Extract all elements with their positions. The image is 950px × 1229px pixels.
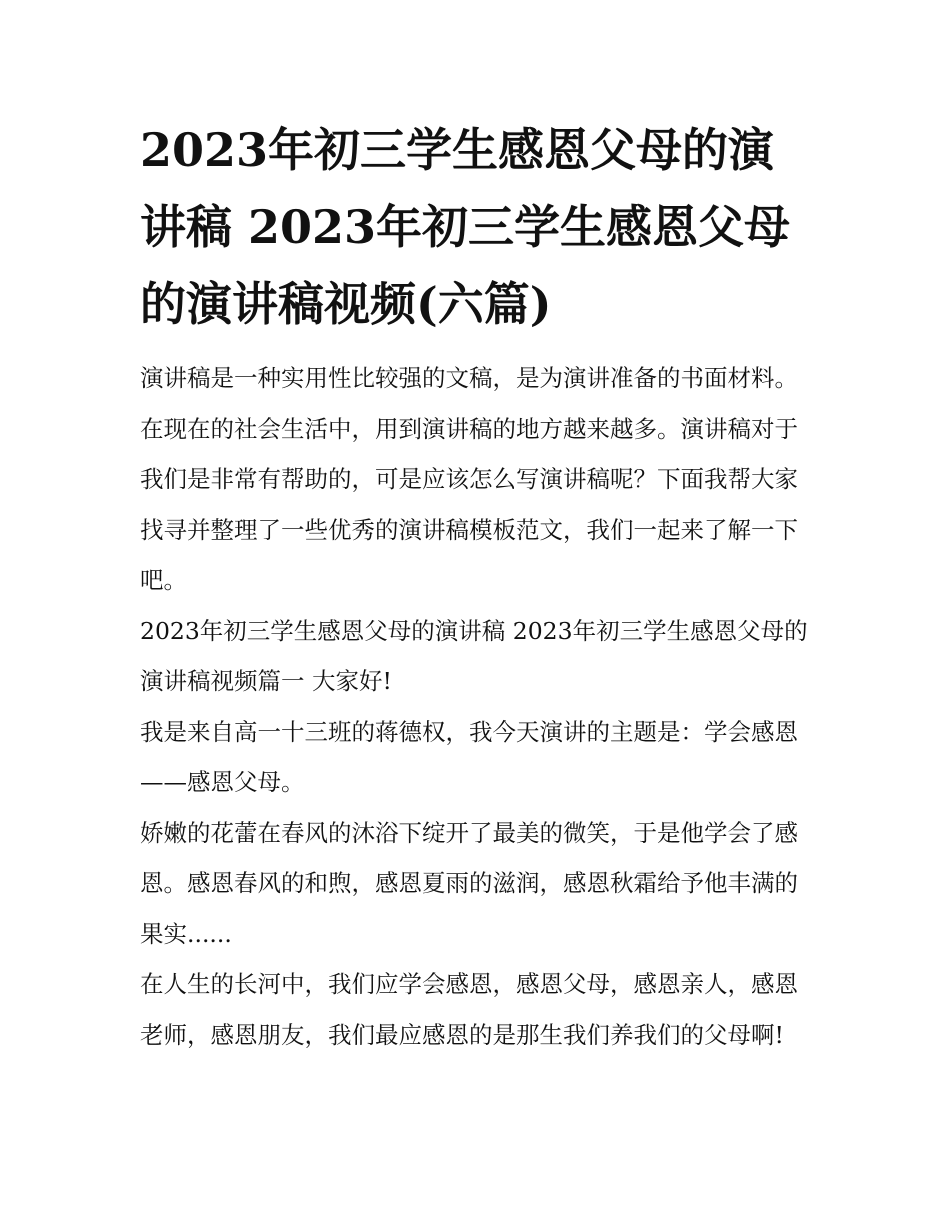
paragraph-heading-part-one: 2023年初三学生感恩父母的演讲稿 2023年初三学生感恩父母的演讲稿视频篇一 大家好!	[140, 616, 808, 695]
document-body	[140, 112, 812, 1060]
paragraph-flower-metaphor: 娇嫩的花蕾在春风的沐浴下绽开了最美的微笑，于是他学会了感恩。感恩春风的和煦，感恩夏雨的滋润，感恩秋霜给予他丰满的果实......	[140, 818, 798, 948]
paragraph-intro: 演讲稿是一种实用性比较强的文稿，是为演讲准备的书面材料。在现在的社会生活中，用到演讲稿的地方越来越多。演讲稿对于我们是非常有帮助的，可是应该怎么写演讲稿呢？下面我帮大家找寻并整理了一些优秀的演讲稿模板范文，我们一起来了解一下吧。	[140, 364, 798, 594]
paragraph-gratitude: 在人生的长河中，我们应学会感恩，感恩父母，感恩亲人，感恩老师，感恩朋友，我们最应感恩的是那生我们养我们的父母啊!	[140, 970, 798, 1049]
document-title: 2023年初三学生感恩父母的演讲稿 2023年初三学生感恩父母的演讲稿视频(六篇)	[140, 123, 791, 331]
paragraph-speaker-intro: 我是来自高一十三班的蒋德权，我今天演讲的主题是：学会感恩——感恩父母。	[140, 717, 798, 796]
